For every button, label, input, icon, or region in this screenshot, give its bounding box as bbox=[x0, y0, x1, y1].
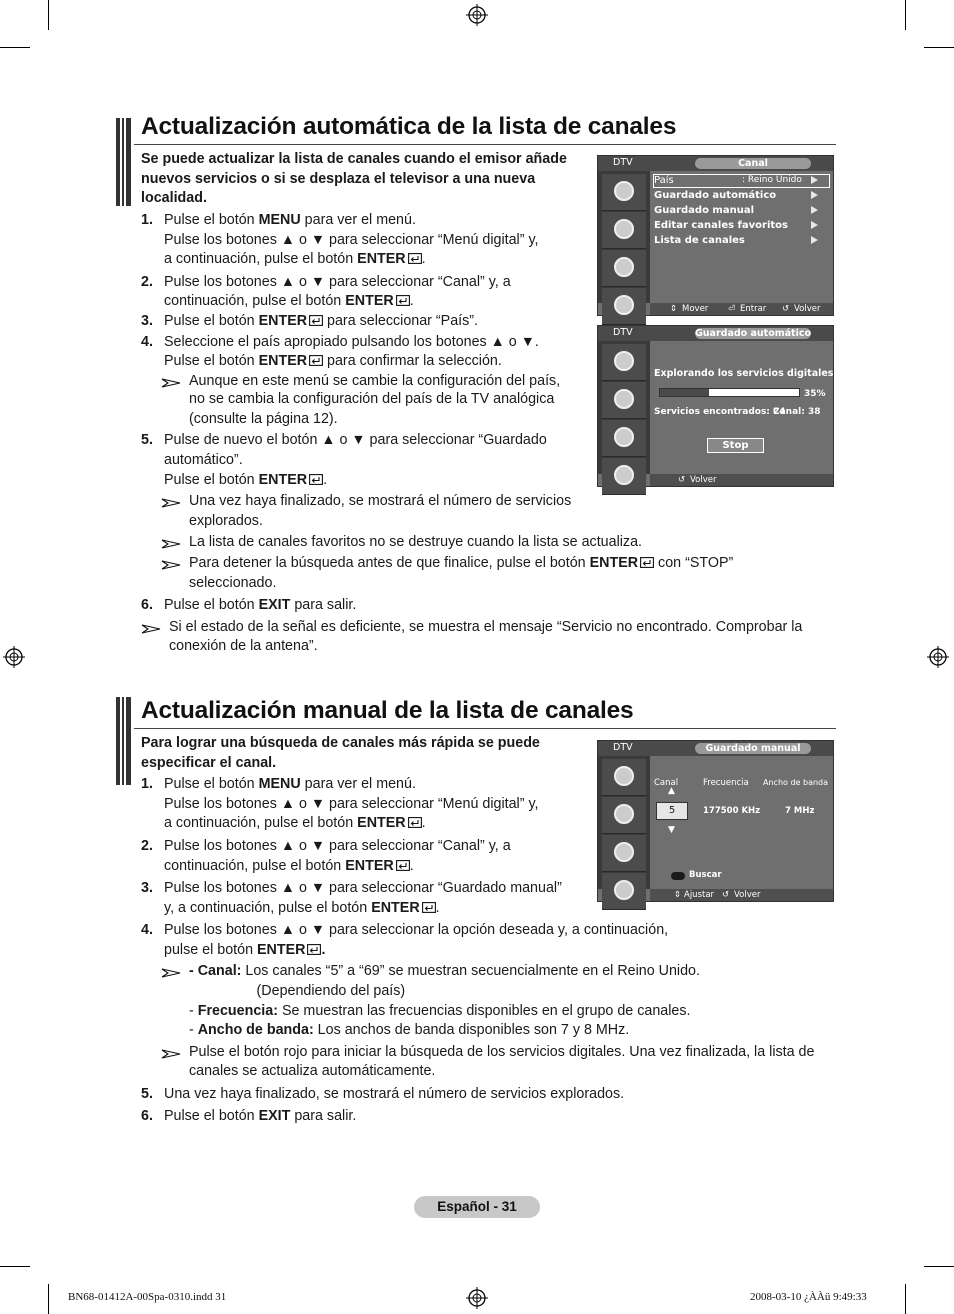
osd-tag: DTV bbox=[613, 157, 633, 168]
text-run: pulse el botón bbox=[164, 942, 257, 958]
return-icon: ↺ bbox=[678, 475, 686, 485]
step-line bbox=[164, 451, 243, 470]
current-channel: Canal: 38 bbox=[773, 407, 821, 417]
bold-run: EXIT bbox=[258, 1108, 291, 1124]
column-channel: Canal bbox=[654, 778, 679, 788]
osd-sidebar bbox=[598, 756, 650, 889]
note-arrow-icon bbox=[161, 1046, 181, 1056]
satellite-dish-icon bbox=[602, 458, 646, 495]
step-number: 3. bbox=[141, 880, 153, 896]
search-label[interactable]: Buscar bbox=[689, 870, 722, 880]
text-run: explorados. bbox=[189, 513, 263, 529]
bold-run: MENU bbox=[258, 212, 301, 228]
text-run: a continuación, pulse el botón bbox=[164, 815, 358, 831]
stop-button[interactable] bbox=[707, 438, 764, 453]
enter-icon bbox=[640, 557, 654, 568]
text-run: Pulse el botón bbox=[164, 776, 259, 792]
bold-run: ENTER bbox=[357, 251, 406, 267]
crop-mark bbox=[924, 1266, 954, 1267]
text-run: automático”. bbox=[164, 452, 243, 468]
stop-label: Stop bbox=[722, 440, 749, 451]
footer-adjust: Ajustar bbox=[684, 890, 715, 900]
enter-icon bbox=[309, 474, 323, 485]
bold-run: ENTER bbox=[258, 472, 308, 488]
bold-run: ENTER bbox=[345, 858, 394, 874]
step-line bbox=[164, 250, 426, 269]
bold-run: ENTER bbox=[258, 353, 308, 369]
step-number: 2. bbox=[141, 838, 153, 854]
step-number: 4. bbox=[141, 922, 153, 938]
bold-run: EXIT bbox=[258, 597, 291, 613]
column-frequency: Frecuencia bbox=[703, 778, 749, 788]
osd-footer bbox=[650, 889, 833, 901]
section-intro bbox=[141, 734, 591, 773]
progress-fill bbox=[660, 389, 709, 396]
text-run: para ver el menú. bbox=[300, 776, 416, 792]
enter-icon bbox=[408, 817, 422, 828]
note-arrow-icon bbox=[161, 557, 181, 567]
intro-line: nuevos servicios o si se desplaza el televisor a una nueva bbox=[141, 170, 536, 187]
step-line bbox=[164, 312, 478, 331]
text-run: Pulse el botón bbox=[164, 212, 259, 228]
bold-run: ENTER bbox=[258, 313, 308, 329]
text-run: y, a continuación, pulse el botón bbox=[164, 900, 372, 916]
text-run: . bbox=[409, 293, 414, 309]
footer-move: Mover bbox=[682, 304, 709, 314]
step-line bbox=[164, 814, 426, 833]
text-run: conexión de la antena”. bbox=[169, 638, 318, 654]
gear-icon bbox=[602, 420, 646, 457]
text-run: para seleccionar “País”. bbox=[323, 313, 479, 329]
adjust-icon: ⇕ bbox=[674, 890, 682, 900]
menu-item[interactable]: Guardado automático bbox=[654, 190, 777, 201]
globe-icon bbox=[602, 212, 646, 249]
step-number: 2. bbox=[141, 274, 153, 290]
note-arrow-icon bbox=[141, 621, 161, 631]
text-run: para salir. bbox=[290, 597, 357, 613]
step-line bbox=[164, 941, 325, 960]
bold-run: ENTER bbox=[257, 942, 306, 958]
heading-accent-bars bbox=[116, 118, 132, 206]
step-line bbox=[164, 879, 562, 898]
step-number: 6. bbox=[141, 597, 153, 613]
intro-line: Se puede actualizar la lista de canales cuando el emisor añade bbox=[141, 151, 567, 167]
bold-run: ENTER bbox=[345, 293, 394, 309]
text-run: continuación, pulse el botón bbox=[164, 858, 346, 874]
section-intro bbox=[141, 150, 591, 209]
progress-track bbox=[659, 388, 800, 397]
return-icon: ↺ bbox=[722, 890, 730, 900]
arrow-right-icon bbox=[811, 206, 818, 214]
progress-percent: 35% bbox=[804, 389, 826, 399]
step-line bbox=[164, 292, 414, 311]
step-line bbox=[164, 273, 511, 292]
enter-icon bbox=[309, 315, 323, 326]
return-icon: ↺ bbox=[782, 304, 790, 314]
section-title: Actualización manual de la lista de canales bbox=[141, 697, 634, 724]
red-button-icon bbox=[671, 872, 685, 880]
step-line bbox=[164, 431, 547, 450]
text-run: Una vez haya finalizado, se mostrará el número de servicios bbox=[189, 493, 572, 509]
text-run: Los anchos de banda disponibles son 7 y 8 MHz. bbox=[313, 1022, 630, 1038]
move-icon: ⇕ bbox=[670, 304, 678, 314]
footer-back: Volver bbox=[794, 304, 821, 314]
heading-accent-bars bbox=[116, 697, 132, 785]
registration-mark-icon bbox=[466, 1287, 488, 1309]
osd-tag: DTV bbox=[613, 327, 633, 338]
channel-field[interactable] bbox=[656, 802, 688, 820]
text-run: . bbox=[421, 251, 426, 267]
text-run: Pulse los botones ▲ o ▼ para seleccionar “Guardado manual” bbox=[164, 880, 562, 896]
bold-run: - Canal: bbox=[189, 963, 242, 979]
menu-item[interactable]: Editar canales favoritos bbox=[654, 220, 788, 231]
text-run: para ver el menú. bbox=[300, 212, 416, 228]
text-run: Una vez haya finalizado, se mostrará el número de servicios explorados. bbox=[164, 1086, 625, 1102]
arrow-down-icon: ▼ bbox=[668, 825, 675, 835]
note-line bbox=[189, 1062, 435, 1081]
step-line bbox=[164, 775, 416, 794]
globe-icon bbox=[602, 382, 646, 419]
note-arrow-icon bbox=[161, 495, 181, 505]
text-run: Pulse los botones ▲ o ▼ para seleccionar “Canal” y, a bbox=[164, 274, 511, 290]
arrow-right-icon bbox=[811, 236, 818, 244]
text-run: no se cambia la configuración del país de la TV analógica bbox=[189, 391, 555, 407]
note-line bbox=[189, 1002, 690, 1021]
step-number: 6. bbox=[141, 1108, 153, 1124]
text-run: Pulse el botón rojo para iniciar la búsqueda de los servicios digitales. Una vez finalizada, la lista de bbox=[189, 1044, 815, 1060]
bold-run: ENTER bbox=[371, 900, 420, 916]
arrow-right-icon bbox=[811, 221, 818, 229]
text-run: continuación, pulse el botón bbox=[164, 293, 346, 309]
menu-item[interactable]: Guardado manual bbox=[654, 205, 755, 216]
channel-value: 5 bbox=[668, 805, 676, 816]
step-number: 1. bbox=[141, 212, 153, 228]
osd-title: Guardado automático bbox=[695, 328, 812, 339]
text-run: . bbox=[323, 472, 328, 488]
note-line bbox=[189, 533, 642, 552]
text-run: Pulse los botones ▲ o ▼ para seleccionar “Menú digital” y, bbox=[164, 796, 539, 812]
bandwidth-value: 7 MHz bbox=[785, 806, 815, 816]
text-run: (Dependiendo del país) bbox=[189, 983, 406, 999]
crop-mark bbox=[48, 1284, 49, 1314]
enter-icon bbox=[396, 860, 410, 871]
osd-manual-store bbox=[597, 740, 834, 902]
osd-channel-menu bbox=[597, 155, 834, 316]
osd-sidebar bbox=[598, 341, 650, 474]
crop-mark bbox=[0, 47, 30, 48]
crop-mark bbox=[905, 1284, 906, 1314]
text-run: para confirmar la selección. bbox=[323, 353, 502, 369]
text-run: - bbox=[189, 1022, 198, 1038]
text-run: Se muestran las frecuencias disponibles en el grupo de canales. bbox=[278, 1003, 691, 1019]
osd-title: Canal bbox=[695, 158, 811, 169]
note-line bbox=[189, 554, 733, 573]
text-run: a continuación, pulse el botón bbox=[164, 251, 358, 267]
bold-run: MENU bbox=[258, 776, 301, 792]
intro-line: Para lograr una búsqueda de canales más rápida se puede bbox=[141, 735, 540, 751]
crop-mark bbox=[905, 0, 906, 30]
text-run: Seleccione el país apropiado pulsando los botones ▲ o ▼. bbox=[164, 334, 539, 350]
arrow-up-icon: ▲ bbox=[668, 786, 675, 796]
note-arrow-icon bbox=[161, 965, 181, 975]
bold-run: Frecuencia: bbox=[197, 1003, 278, 1019]
footer-back: Volver bbox=[690, 475, 717, 485]
text-run: Pulse de nuevo el botón ▲ o ▼ para seleccionar “Guardado bbox=[164, 432, 547, 448]
step-number: 5. bbox=[141, 1086, 153, 1102]
section-title: Actualización automática de la lista de canales bbox=[141, 113, 677, 140]
step-number: 4. bbox=[141, 334, 153, 350]
step-number: 1. bbox=[141, 776, 153, 792]
text-run: Para detener la búsqueda antes de que finalice, pulse el botón bbox=[189, 555, 590, 571]
step-number: 5. bbox=[141, 432, 153, 448]
step-line bbox=[164, 857, 414, 876]
gear-icon bbox=[602, 250, 646, 287]
globe-icon bbox=[602, 797, 646, 834]
note-line bbox=[189, 390, 554, 409]
intro-line: especificar el canal. bbox=[141, 754, 277, 771]
text-run: seleccionado. bbox=[189, 575, 277, 591]
note-arrow-icon bbox=[161, 536, 181, 546]
step-line bbox=[164, 471, 327, 490]
enter-icon: ⏎ bbox=[728, 304, 736, 314]
gear-icon bbox=[602, 835, 646, 872]
date-slug: 2008-03-10 ¿ÀÀü 9:49:33 bbox=[750, 1291, 867, 1303]
satellite-icon bbox=[602, 759, 646, 796]
text-run: . bbox=[421, 815, 426, 831]
file-slug: BN68-01412A-00Spa-0310.indd 31 bbox=[68, 1291, 227, 1303]
osd-auto-store bbox=[597, 325, 843, 487]
step-line bbox=[164, 211, 416, 230]
note-line bbox=[189, 372, 560, 391]
crop-mark bbox=[48, 0, 49, 30]
bold-run: Ancho de banda: bbox=[197, 1022, 314, 1038]
step-line bbox=[164, 333, 539, 352]
text-run: (consulte la página 12). bbox=[189, 411, 338, 427]
enter-icon bbox=[307, 944, 321, 955]
text-run: Pulse los botones ▲ o ▼ para seleccionar la opción deseada y, a continuación, bbox=[164, 922, 669, 938]
text-run: Pulse los botones ▲ o ▼ para seleccionar “Canal” y, a bbox=[164, 838, 511, 854]
arrow-right-icon bbox=[811, 191, 818, 199]
enter-icon bbox=[408, 253, 422, 264]
step-line bbox=[164, 795, 539, 814]
note-line bbox=[189, 410, 338, 429]
arrow-right-icon bbox=[811, 176, 818, 184]
text-run: para salir. bbox=[290, 1108, 357, 1124]
note-line bbox=[169, 637, 318, 656]
footer-back: Volver bbox=[734, 890, 761, 900]
country-label: País bbox=[654, 175, 674, 186]
osd-tag: DTV bbox=[613, 742, 633, 753]
step-line bbox=[164, 596, 356, 615]
text-run: Pulse el botón bbox=[164, 1108, 259, 1124]
bold-run: ENTER bbox=[357, 815, 406, 831]
enter-icon bbox=[396, 295, 410, 306]
text-run: Pulse el botón bbox=[164, 597, 259, 613]
text-run: Pulse el botón bbox=[164, 313, 259, 329]
step-number: 3. bbox=[141, 313, 153, 329]
satellite-icon bbox=[602, 174, 646, 211]
osd-footer bbox=[650, 303, 833, 315]
heading-rule bbox=[134, 144, 836, 145]
osd-title: Guardado manual bbox=[695, 743, 811, 754]
step-line bbox=[164, 1107, 356, 1126]
crop-mark bbox=[924, 47, 954, 48]
step-line bbox=[164, 837, 511, 856]
footer-enter: Entrar bbox=[740, 304, 767, 314]
note-line bbox=[169, 618, 802, 637]
registration-mark-icon bbox=[927, 646, 949, 668]
note-arrow-icon bbox=[161, 375, 181, 385]
text-run: Aunque en este menú se cambie la configuración del país, bbox=[189, 373, 561, 389]
text-run: Pulse el botón bbox=[164, 353, 259, 369]
intro-line: localidad. bbox=[141, 190, 207, 206]
scan-status: Explorando los servicios digitales… bbox=[654, 368, 843, 379]
text-run: Si el estado de la señal es deficiente, se muestra el mensaje “Servicio no encontrado. Comprobar la bbox=[169, 619, 803, 635]
enter-icon bbox=[309, 355, 323, 366]
bold-run: ENTER bbox=[589, 555, 639, 571]
text-run: La lista de canales favoritos no se destruye cuando la lista se actualiza. bbox=[189, 534, 642, 550]
step-line bbox=[164, 1085, 624, 1104]
satellite-icon bbox=[602, 344, 646, 381]
bold-run: . bbox=[321, 942, 326, 958]
osd-sidebar bbox=[598, 171, 650, 303]
note-line bbox=[189, 492, 571, 511]
note-line bbox=[189, 512, 263, 531]
text-run: . bbox=[409, 858, 414, 874]
registration-mark-icon bbox=[3, 646, 25, 668]
note-line bbox=[189, 1021, 629, 1040]
step-line bbox=[164, 352, 502, 371]
crop-mark bbox=[0, 1266, 30, 1267]
text-run: Los canales “5” a “69” se muestran secuencialmente en el Reino Unido. bbox=[241, 963, 700, 979]
note-line bbox=[189, 982, 405, 1001]
frequency-value: 177500 KHz bbox=[703, 806, 761, 816]
note-line bbox=[189, 962, 700, 981]
note-line bbox=[189, 1043, 814, 1062]
country-value: : Reino Unido bbox=[742, 175, 802, 185]
menu-item[interactable]: Lista de canales bbox=[654, 235, 745, 246]
services-found: Servicios encontrados: 24 bbox=[654, 407, 786, 417]
satellite-dish-icon bbox=[602, 288, 646, 325]
note-line bbox=[189, 574, 276, 593]
text-run: - bbox=[189, 1003, 198, 1019]
step-line bbox=[164, 231, 539, 250]
osd-footer bbox=[650, 474, 833, 486]
step-line bbox=[164, 921, 668, 940]
text-run: . bbox=[435, 900, 440, 916]
text-run: con “STOP” bbox=[654, 555, 734, 571]
step-line bbox=[164, 899, 440, 918]
satellite-dish-icon bbox=[602, 873, 646, 910]
heading-rule bbox=[134, 728, 836, 729]
page-number: Español - 31 bbox=[414, 1196, 540, 1218]
column-bandwidth: Ancho de banda bbox=[763, 778, 829, 787]
enter-icon bbox=[422, 902, 436, 913]
text-run: Pulse los botones ▲ o ▼ para seleccionar “Menú digital” y, bbox=[164, 232, 539, 248]
text-run: canales se actualiza automáticamente. bbox=[189, 1063, 436, 1079]
registration-mark-icon bbox=[466, 4, 488, 26]
text-run: Pulse el botón bbox=[164, 472, 259, 488]
